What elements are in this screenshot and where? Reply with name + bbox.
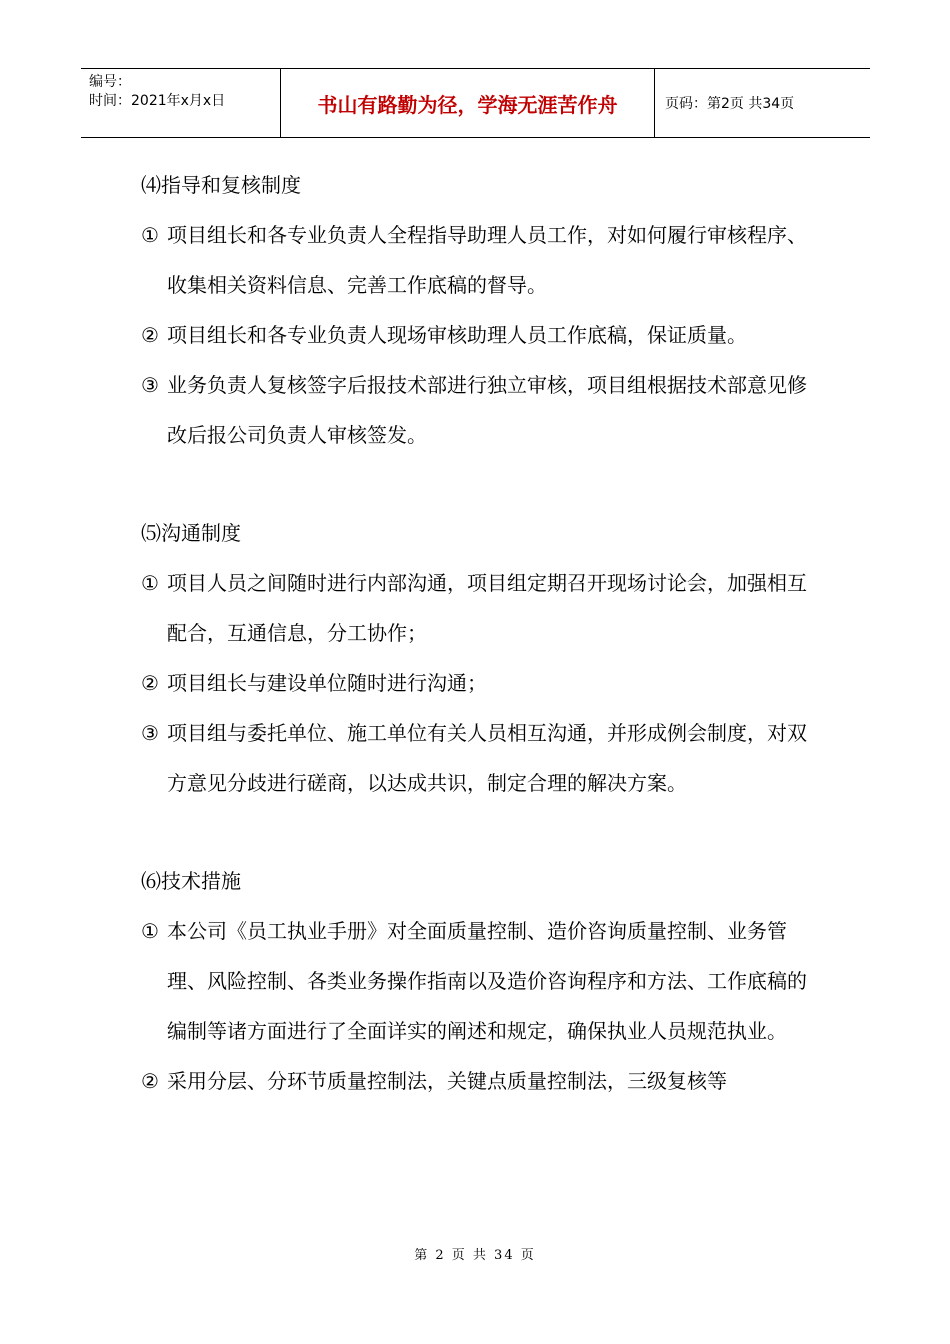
list-item bbox=[141, 558, 821, 658]
page-header bbox=[81, 68, 870, 138]
header-motto: 书山有路勤为径，学海无涯苦作舟 bbox=[281, 69, 655, 137]
item-text: 本公司《员工执业手册》对全面质量控制、造价咨询质量控制、业务管理、风险控制、各类业务操作指南以及造价咨询程序和方法、工作底稿的编制等诸方面进行了全面详实的阐述和规定，确保执业人员规范执业。 bbox=[167, 919, 807, 1043]
header-meta bbox=[81, 69, 281, 137]
document-number-label: 编号： bbox=[89, 74, 131, 90]
section-heading: ⑸沟通制度 bbox=[141, 521, 241, 545]
list-item bbox=[141, 360, 821, 460]
list-item bbox=[141, 1056, 821, 1106]
list-item bbox=[141, 906, 821, 1056]
section-spacer bbox=[141, 808, 821, 856]
item-number: ① bbox=[141, 919, 159, 943]
document-date-label: 时间：2021年x月x日 bbox=[89, 93, 226, 109]
item-number: ① bbox=[141, 571, 159, 595]
item-number: ② bbox=[141, 1069, 159, 1093]
item-text: 采用分层、分环节质量控制法，关键点质量控制法，三级复核等 bbox=[167, 1069, 727, 1093]
section-heading: ⑷指导和复核制度 bbox=[141, 173, 301, 197]
item-text: 项目组长和各专业负责人全程指导助理人员工作，对如何履行审核程序、收集相关资料信息、完善工作底稿的督导。 bbox=[167, 223, 807, 297]
item-text: 项目组长和各专业负责人现场审核助理人员工作底稿，保证质量。 bbox=[167, 323, 747, 347]
item-text: 项目人员之间随时进行内部沟通，项目组定期召开现场讨论会，加强相互配合，互通信息，分工协作； bbox=[167, 571, 807, 645]
list-item bbox=[141, 310, 821, 360]
item-number: ② bbox=[141, 671, 159, 695]
item-number: ① bbox=[141, 223, 159, 247]
list-item bbox=[141, 658, 821, 708]
header-page-label: 页码：第2页 共34页 bbox=[665, 96, 795, 112]
item-text: 项目组与委托单位、施工单位有关人员相互沟通，并形成例会制度，对双方意见分歧进行磋商，以达成共识，制定合理的解决方案。 bbox=[167, 721, 807, 795]
list-item bbox=[141, 210, 821, 310]
item-number: ③ bbox=[141, 373, 159, 397]
section-heading: ⑹技术措施 bbox=[141, 869, 241, 893]
item-text: 项目组长与建设单位随时进行沟通； bbox=[167, 671, 487, 695]
item-number: ③ bbox=[141, 721, 159, 745]
list-item bbox=[141, 708, 821, 808]
item-number: ② bbox=[141, 323, 159, 347]
document-body bbox=[141, 160, 821, 1106]
item-text: 业务负责人复核签字后报技术部进行独立审核，项目组根据技术部意见修改后报公司负责人审核签发。 bbox=[167, 373, 807, 447]
section-spacer bbox=[141, 460, 821, 508]
page-footer: 第 2 页 共 34 页 bbox=[414, 1248, 536, 1263]
